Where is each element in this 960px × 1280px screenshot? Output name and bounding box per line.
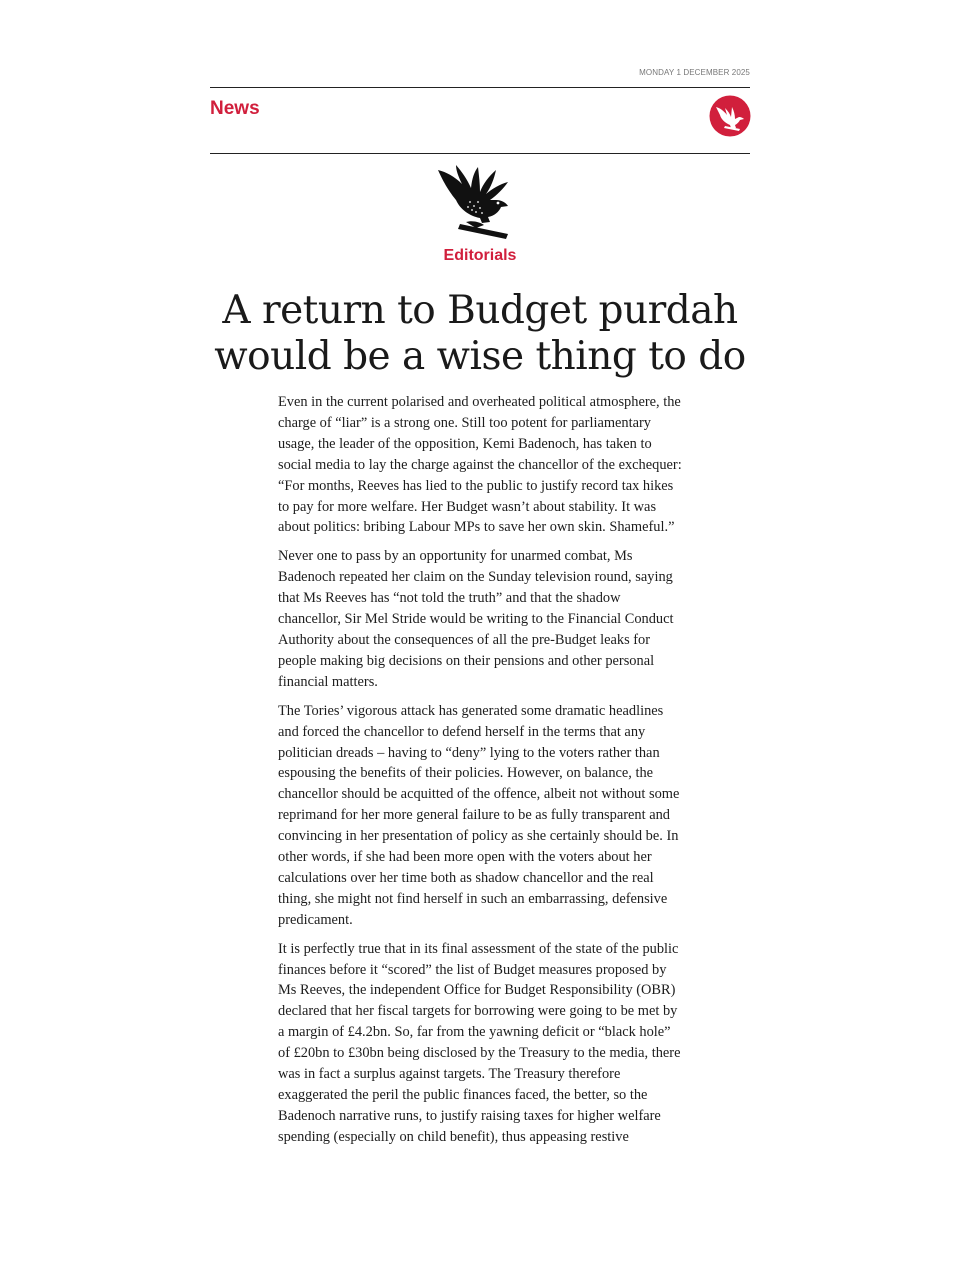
article-headline: A return to Budget purdah would be a wise thing to do <box>214 288 746 379</box>
eagle-logo-icon <box>436 162 524 242</box>
article-paragraph: The Tories’ vigorous attack has generated some dramatic headlines and forced the chancellor to defend herself in the terms that any politician dreads – having to “deny” lying to the voters rather than espousing the benefits of their policies. However, on balance, the chancellor should be acquitted of the offence, albeit not without some reprimand for her more general failure to be as fully transparent and convincing in her presentation of policy as she certainly should be. In other words, if she had been more open with the voters about her calculations over her time both as shadow chancellor and the real thing, she might not find herself in such an embarrassing, defensive predicament. <box>278 702 680 928</box>
article-paragraph: Never one to pass by an opportunity for unarmed combat, Ms Badenoch repeated her claim on the Sunday television round, saying that Ms Reeves has “not told the truth” and that the shadow chancellor, Sir Mel Stride would be writing to the Financial Conduct Authority about the consequences of all the pre-Budget leaks for people making big decisions on their pensions and other personal financial matters. <box>278 548 674 690</box>
article-body <box>278 392 686 1156</box>
header-rule-top <box>210 87 750 88</box>
independent-eagle-icon[interactable] <box>709 95 751 137</box>
header-rule-bottom <box>210 153 750 154</box>
article-paragraph: Even in the current polarised and overheated political atmosphere, the charge of “liar” is a strong one. Still too potent for parliamentary usage, the leader of the opposition, Kemi Badenoch, has taken to social media to lay the charge against the chancellor of the exchequer: “For months, Reeves has lied to the public to justify record tax hikes to pay for more welfare. Her Budget wasn’t about stability. It was about politics: bribing Labour MPs to save her own skin. Shameful.” <box>278 394 682 536</box>
section-label[interactable]: News <box>210 98 260 119</box>
article-paragraph: It is perfectly true that in its final assessment of the state of the public finances before it “scored” the list of Budget measures proposed by Ms Reeves, the independent Office for Budget Responsibility (OBR) declared that her fiscal targets for borrowing were going to be met by a margin of £4.2bn. So, far from the yawning deficit or “black hole” of £20bn to £30bn being disclosed by the Treasury to the media, there was in fact a surplus against targets. The Treasury therefore exaggerated the peril the public finances faced, the better, so the Badenoch narrative runs, to justify raising taxes for higher welfare spending (especially on child benefit), thus appeasing restive <box>278 940 681 1145</box>
category-kicker[interactable]: Editorials <box>443 247 517 264</box>
issue-date: MONDAY 1 DECEMBER 2025 <box>639 68 750 77</box>
